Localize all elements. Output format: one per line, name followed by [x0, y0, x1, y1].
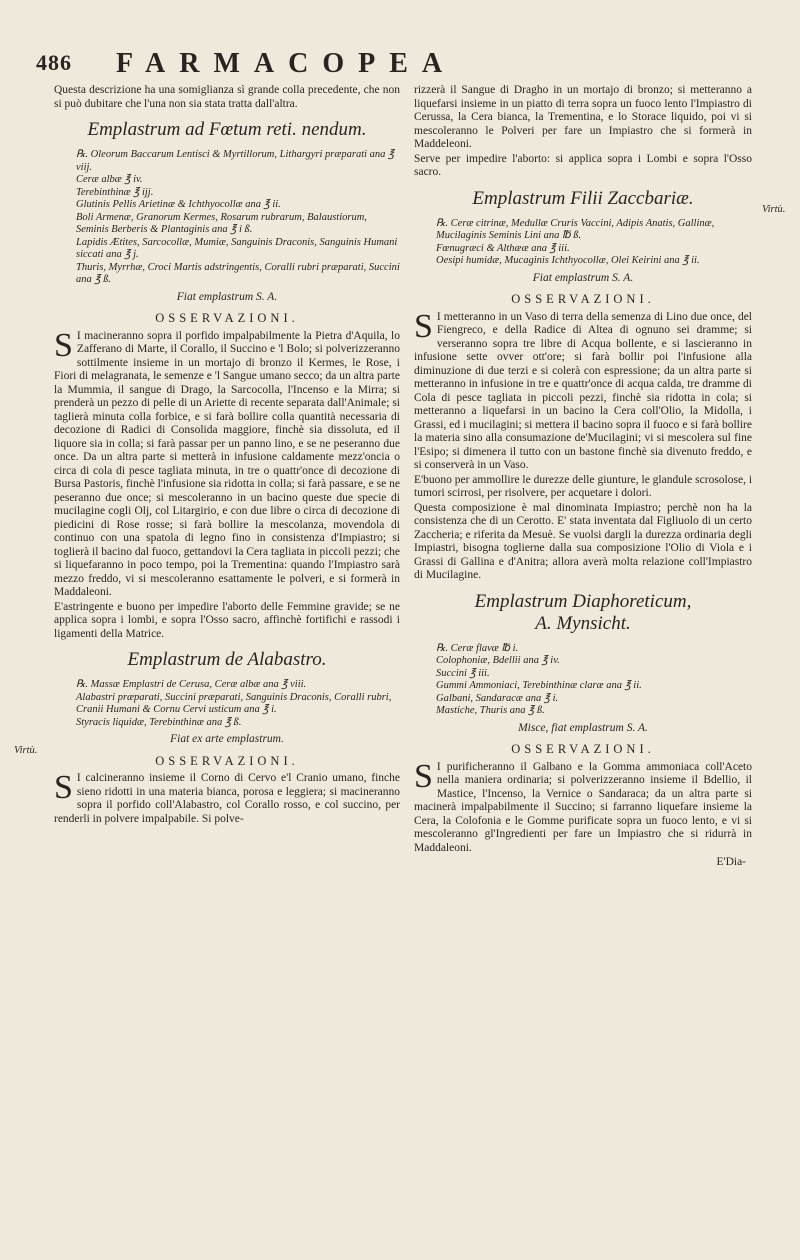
right-column	[414, 84, 752, 870]
drop-cap: S	[414, 757, 433, 795]
intro-paragraph: Questa descrizione ha una somiglianza sì grande colla precedente, che non si può dubitare che l'una non sia stata tratta dall'altra.	[54, 84, 400, 110]
ingredient-line: Colophoniæ, Bdellii ana ℥ iv.	[436, 655, 560, 666]
observation-paragraph	[414, 757, 752, 856]
virtue-paragraph: E'buono per ammollire le durezze delle giunture, le glandule scrosolose, i tumori scirrosi, per risolvere, per acquetare i dolori.	[414, 473, 753, 499]
running-head: FARMACOPEA	[116, 48, 457, 79]
ingredient-line: Succini ℥ iii.	[436, 667, 490, 679]
page-header	[30, 48, 770, 80]
drop-cap: S	[54, 769, 73, 806]
ingredient-line: ℞. Oleorum Baccarum Lentisci & Myrtillorum, Lithargyri præparati ana ℥ viij.	[76, 149, 395, 173]
fiat-line: Fiat emplastrum S. A.	[176, 290, 278, 303]
ingredient-line: ℞. Ceræ flavæ ℔ i.	[436, 642, 519, 654]
ingredient-line: ℞. Ceræ citrinæ, Medullæ Cruris Vaccini, Adipis Anatis, Gallinæ, Mucilaginis Seminis Lini ana ℔ ß.	[436, 217, 715, 241]
ingredient-line: ℞. Massæ Emplastri de Cerusa, Ceræ albæ ana ℥ viii.	[76, 679, 307, 690]
ingredient-line: Alabastri præparati, Succini præparati, Sanguinis Draconis, Coralli rubri, Cranii Humani & Cornu Cervi usticum ana ℥ i.	[76, 691, 392, 715]
catchword: E'Dia-	[716, 856, 746, 868]
fiat-line: Fiat emplastrum S. A.	[532, 271, 634, 284]
ingredient-line: Oesipi humidæ, Mucaginis Ichthyocollæ, Olei Keirini ana ℥ ii.	[436, 255, 700, 266]
recipe-title: Emplastrum ad Fœtum reti. nendum.	[87, 119, 367, 140]
observation-text: I macineranno sopra il porfido impalpabilmente la Pietra d'Aquila, lo Zafferano di Marte, il Corallo, il Succino e 'l Bolo; si polverizzeranno sottilmente insieme in un mortajo di bronzo il Kermes, le Rose, i Fiori di melagranata, le semenze e 'l Sangue umano secco; da un altra parte la Mummia, il sangue di Drago, la Sarcocolla, l'Incenso e la Mirra; si prenderà un pezzo di pelle di un Ariette di recente separata dall'Animale; si taglierà minuta colla forbice, e si farà bollire colla quantità necessaria di decozione di Radici di Consolida maggiore, finchè sia dissoluta, ed il liquore sia in colla; si farà passar per un panno lino, e se ne peseranno due once. Da un altra parte si metterà in infusione caldamente mezz'oncia o circa di cola di pesce tagliata minuta, in tre o quattr'once di decozione di Bursa Pastoris, finchè l'infusione sia ridotta in colla; si farà passare, e se ne peseranno due once; si mescoleranno in un bacino queste due specie di mucilagine cogli Olj, col Litargirio, e con due libre o circa di decozione di piedicini di Rose rosse; si farà bollire la mescolanza, movendola di continuo con una spatola di legno fino in consistenza d'Impiastro; si toglierà il bacino dal fuoco, gettandovi la Cera tagliata in piccoli pezzi; che si liquefaranno in poco tempo, poi la Trementina: quando l'Impiastro sarà mezzo freddo, vi si mescoleranno esattamente le polveri, e si formerà in Maddaleoni.	[54, 329, 400, 598]
misce-line: Misce, fiat emplastrum S. A.	[518, 721, 648, 734]
margin-note-virtu: Virtù.	[14, 745, 38, 756]
drop-cap: S	[414, 307, 433, 345]
ingredient-line: Boli Armenæ, Granorum Kermes, Rosarum rubrarum, Balaustiorum, Seminis Berberis & Plantaginis ana ℥ i ß.	[76, 211, 367, 235]
ingredient-line: Ceræ albæ ℥ iv.	[76, 174, 143, 185]
recipe-ingredients	[414, 643, 752, 718]
ingredient-line: Glutinis Pellis Arietinæ & Ichthyocollæ ana ℥ ii.	[76, 199, 281, 210]
note-paragraph: Questa composizione è mal dinominata Impiastro; perchè non ha la consistenza che di un Cerotto. E' stata inventata dal Figliuolo di un certo Zaccheria; e riferita da Mesuè. Se vuolsi dargli la durezza ordinaria degli Impiastri, bisogna toglierne dalla sua composizione l'Olio di Viola e i Grassi di Gallina e d'Anitra; allora averà molta relazione coll'Impiastro di Mucilagine.	[414, 501, 752, 581]
ingredient-line: Fœnugræci & Althææ ana ℥ iii.	[436, 242, 570, 254]
section-heading: OSSERVAZIONI.	[155, 753, 299, 768]
observation-paragraph	[414, 307, 752, 473]
ingredient-line: Thuris, Myrrhæ, Croci Martis adstringentis, Coralli rubri præparati, Succini ana ℥ ß.	[76, 261, 400, 285]
recipe-author: A. Mynsicht.	[535, 612, 631, 634]
section-heading: OSSERVAZIONI.	[155, 311, 299, 325]
margin-note-virtu: Virtù.	[762, 204, 786, 215]
virtue-paragraph: Serve per impedire l'aborto: si applica sopra i Lombi e sopra l'Osso sacro.	[414, 152, 752, 178]
observation-text: I metteranno in un Vaso di terra della semenza di Lino due once, del Fiengreco, e della Radice di Altea di ognuno sei dramme; si verseranno sopra tre libre di Acqua bollente, e si lascieranno in infusione sette ovver ott'ore; si farà bollir poi l'infusione alla diminuzione di due terzi e si colerà con espressione; da un altra parte si metteranno in infusione in tre e quattr'once di acqua calda, tre dramme di Cola di pesce tagliata in piccoli pezzi, finchè sia ridotta in cola; si metteranno a liquefarsi in un bacino la Cera coll'Olio, la Midolla, i Grassi, ed i mucilagini; si mettera il bacino sopra il fuoco e si farà bollire la materia sino alla consumazione de'Mucilagini; vi si mescolera sul fine l'Esipo; si dimenera il tutto con un bastone finchè sia divenuto freddo, e si conserverà in un Vaso.	[414, 310, 752, 471]
section-heading: OSSERVAZIONI.	[511, 742, 655, 756]
recipe-title: Emplastrum Filii Zaccbariæ.	[472, 187, 694, 209]
ingredient-line: Gummi Ammoniaci, Terebinthinæ claræ ana ℥ ii.	[436, 680, 642, 691]
ingredient-line: Styracis liquidæ, Terebinthinæ ana ℥ ß.	[76, 716, 242, 728]
continuation-paragraph: rizzerà il Sangue di Dragho in un mortajo di bronzo; si metteranno a liquefarsi insieme in un piatto di terra sopra un fuoco lento l'Impiastro di Cerussa, la Cera bianca, la Trementina, e lo Storace liquido, poi vi si mescoleranno le Polveri per fare un Impiastro che si formerà in Maddeleoni.	[414, 84, 752, 150]
recipe-title: Emplastrum de Alabastro.	[127, 649, 327, 670]
fiat-line: Fiat ex arte emplastrum.	[170, 733, 284, 745]
ingredient-line: Mastiche, Thuris ana ℥ ß.	[436, 705, 545, 716]
recipe-ingredients	[414, 218, 752, 268]
ingredient-line: Lapidis Ætites, Sarcocollæ, Mumiæ, Sanguinis Draconis, Sanguinis Humani siccati ana ℥ j.	[76, 236, 398, 260]
section-heading: OSSERVAZIONI.	[511, 292, 655, 306]
recipe-ingredients	[54, 679, 400, 729]
ingredient-line: Terebinthinæ ℥ ijj.	[76, 186, 154, 198]
ingredient-line: Galbani, Sandaracæ ana ℥ i.	[436, 692, 559, 704]
page-number: 486	[36, 50, 72, 75]
drop-cap: S	[54, 326, 73, 364]
observation-paragraph	[54, 326, 400, 600]
virtue-paragraph: E'astringente e buono per impedire l'aborto delle Femmine gravide; se ne applica sopra i lombi, e sopra l'Osso sacro, affinchè fortifichi e rassodi i ligamenti della Matrice.	[54, 600, 400, 640]
observation-paragraph	[54, 769, 400, 826]
observation-text: I purificheranno il Galbano e la Gomma ammoniaca coll'Aceto nella maniera ordinaria; si polverizzeranno insieme il Bdellio, il Mastice, l'Incenso, la Vernice o Sandaraca; da un altra parte si macinerà impalpabilmente il Succino; si farranno liquefare insieme la Cera, la Colofonia e le Gomme purificate sopra un fuoco lento, e vi si mescoleranno gl'Ingredienti per fare un Impiastro che si ridurrà in Maddaleoni.	[414, 760, 752, 854]
recipe-ingredients	[54, 149, 400, 287]
observation-text: I calcineranno insieme il Corno di Cervo e'l Cranio umano, finche sieno ridotti in una materia bianca, porosa e leggiera; si macineranno sopra il porfido coll'Alabastro, col Corallo rosso, e col succino, per renderli in polvere impalpabile. Si polve-	[54, 772, 400, 825]
left-column	[54, 84, 400, 827]
recipe-title: Emplastrum Diaphoreticum,	[474, 590, 692, 612]
